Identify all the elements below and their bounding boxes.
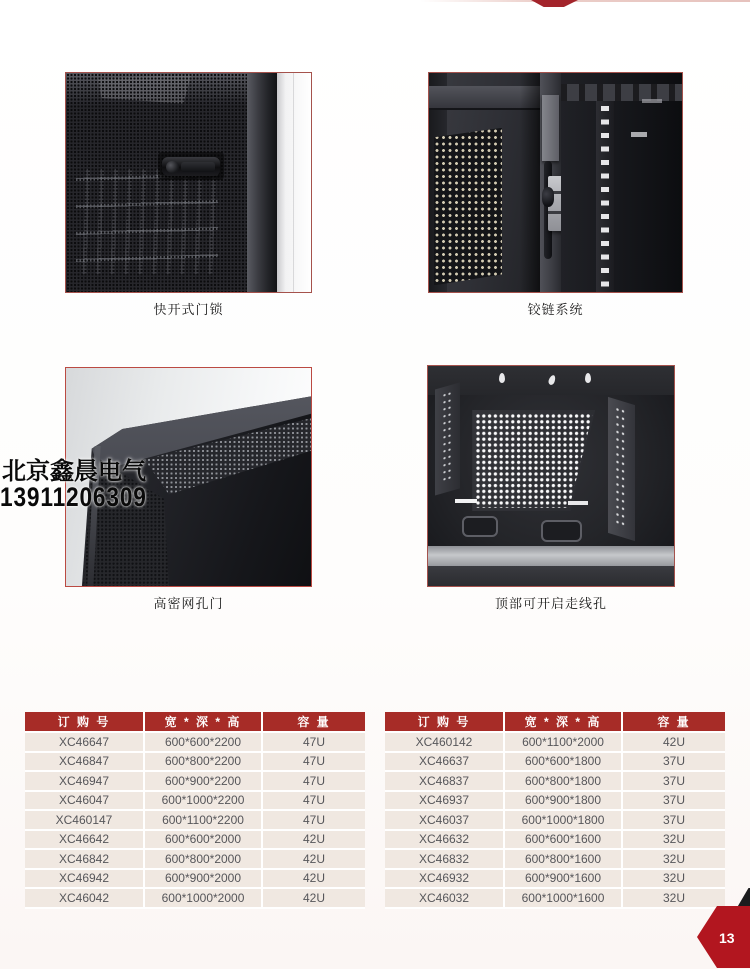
- table-row: [25, 889, 365, 909]
- table-row: [385, 772, 725, 792]
- table-header-cell: 容 量: [623, 712, 725, 733]
- table-cell: 47U: [263, 811, 365, 831]
- table-row: [25, 850, 365, 870]
- highlight-speck: [642, 99, 662, 102]
- table-cell: 600*600*2200: [145, 733, 263, 753]
- door-perforated-area: [434, 128, 502, 286]
- bottom-sill: [428, 546, 674, 566]
- table-cell: XC46037: [385, 811, 505, 831]
- bottom-base: [428, 566, 674, 586]
- table-cell: 32U: [623, 831, 725, 851]
- mounting-rail-slots: [601, 106, 609, 288]
- table-cell: XC46642: [25, 831, 145, 851]
- latch-cutout: [462, 516, 498, 538]
- table-header-cell: 订 购 号: [385, 712, 505, 733]
- table-row: [385, 753, 725, 773]
- table-row: [385, 811, 725, 831]
- table-cell: 42U: [263, 850, 365, 870]
- table-cell: 600*600*2000: [145, 831, 263, 851]
- table-cell: 600*600*1600: [505, 831, 623, 851]
- table-cell: 600*1100*2000: [505, 733, 623, 753]
- hinge-plate: [542, 95, 560, 161]
- table-cell: 32U: [623, 850, 725, 870]
- table-cell: 37U: [623, 753, 725, 773]
- table-header-row: [385, 712, 725, 733]
- background-strip: [277, 73, 311, 292]
- table-cell: 600*1000*2200: [145, 792, 263, 812]
- top-red-flag-shape: [531, 0, 578, 7]
- highlight-dash: [455, 499, 477, 503]
- table-cell: 600*900*1800: [505, 792, 623, 812]
- table-cell: 47U: [263, 733, 365, 753]
- latch-cutout: [541, 520, 582, 542]
- right-rail-holes: [615, 406, 626, 530]
- table-cell: 42U: [263, 889, 365, 909]
- table-header-cell: 宽 * 深 * 高: [505, 712, 623, 733]
- table-cell: XC460142: [385, 733, 505, 753]
- interior-top-rail: [561, 84, 682, 102]
- table-cell: XC46032: [385, 889, 505, 909]
- background-strip-line: [293, 73, 294, 292]
- table-cell: XC46832: [385, 850, 505, 870]
- table-cell: 600*900*2200: [145, 772, 263, 792]
- table-cell: XC46932: [385, 870, 505, 890]
- table-header-cell: 宽 * 深 * 高: [145, 712, 263, 733]
- photo-top-cable-hole: [427, 365, 675, 587]
- spec-table-right: [385, 712, 725, 909]
- table-cell: 47U: [263, 792, 365, 812]
- table-row: [385, 850, 725, 870]
- table-cell: XC46942: [25, 870, 145, 890]
- table-cell: XC46637: [385, 753, 505, 773]
- table-cell: 37U: [623, 792, 725, 812]
- table-cell: 600*1000*1600: [505, 889, 623, 909]
- table-row: [25, 831, 365, 851]
- cabinet-interior: [561, 73, 682, 292]
- table-row: [385, 733, 725, 753]
- table-cell: XC46847: [25, 753, 145, 773]
- table-cell: XC46047: [25, 792, 145, 812]
- lock-button: [166, 161, 178, 173]
- table-cell: 42U: [623, 733, 725, 753]
- table-row: [25, 772, 365, 792]
- table-header-cell: 容 量: [263, 712, 365, 733]
- table-row: [25, 792, 365, 812]
- table-cell: 600*600*1800: [505, 753, 623, 773]
- table-cell: 37U: [623, 811, 725, 831]
- table-row: [385, 792, 725, 812]
- highlight-dash: [568, 501, 588, 505]
- mesh-perforation-texture: [66, 73, 277, 292]
- table-cell: 47U: [263, 772, 365, 792]
- table-cell: 600*900*2000: [145, 870, 263, 890]
- table-cell: 600*1000*1800: [505, 811, 623, 831]
- door-edge-frame: [247, 73, 276, 292]
- table-row: [385, 889, 725, 909]
- table-cell: 600*800*2000: [145, 850, 263, 870]
- table-row: [385, 831, 725, 851]
- table-header-cell: 订 购 号: [25, 712, 145, 733]
- photo-hinge-system: [428, 72, 683, 293]
- highlight-speck: [631, 132, 646, 136]
- hinge-knob: [542, 187, 553, 207]
- table-cell: 600*800*1800: [505, 772, 623, 792]
- photo-caption: 高密网孔门: [153, 596, 224, 611]
- page-number: 13: [719, 930, 735, 946]
- table-cell: 32U: [623, 889, 725, 909]
- table-cell: XC460147: [25, 811, 145, 831]
- table-cell: XC46632: [385, 831, 505, 851]
- cable-hole-perforation: [475, 413, 593, 508]
- table-cell: 600*900*1600: [505, 870, 623, 890]
- table-cell: 42U: [263, 870, 365, 890]
- table-cell: 47U: [263, 753, 365, 773]
- table-row: [25, 753, 365, 773]
- table-row: [25, 733, 365, 753]
- photo-caption: 顶部可开启走线孔: [494, 596, 607, 611]
- lock-bar: [181, 162, 215, 172]
- table-cell: XC46937: [385, 792, 505, 812]
- table-cell: 32U: [623, 870, 725, 890]
- table-cell: XC46647: [25, 733, 145, 753]
- table-cell: 42U: [263, 831, 365, 851]
- table-row: [25, 811, 365, 831]
- table-cell: 37U: [623, 772, 725, 792]
- table-cell: 600*1100*2200: [145, 811, 263, 831]
- table-cell: XC46947: [25, 772, 145, 792]
- table-cell: 600*800*2200: [145, 753, 263, 773]
- table-cell: XC46042: [25, 889, 145, 909]
- table-cell: 600*1000*2000: [145, 889, 263, 909]
- left-rail-holes: [442, 391, 452, 482]
- watermark-phone-number: 13911206309: [0, 482, 147, 512]
- watermark-company-name: 北京鑫晨电气: [2, 458, 146, 485]
- table-row: [25, 870, 365, 890]
- table-row: [385, 870, 725, 890]
- table-cell: XC46842: [25, 850, 145, 870]
- photo-caption: 快开式门锁: [153, 302, 224, 317]
- table-cell: XC46837: [385, 772, 505, 792]
- photo-door-lock: [65, 72, 312, 293]
- table-cell: 600*800*1600: [505, 850, 623, 870]
- spec-table-left: [25, 712, 365, 909]
- panel-shadow: [520, 73, 540, 292]
- photo-caption: 铰链系统: [527, 302, 584, 317]
- table-header-row: [25, 712, 365, 733]
- top-accent-line: [420, 0, 750, 2]
